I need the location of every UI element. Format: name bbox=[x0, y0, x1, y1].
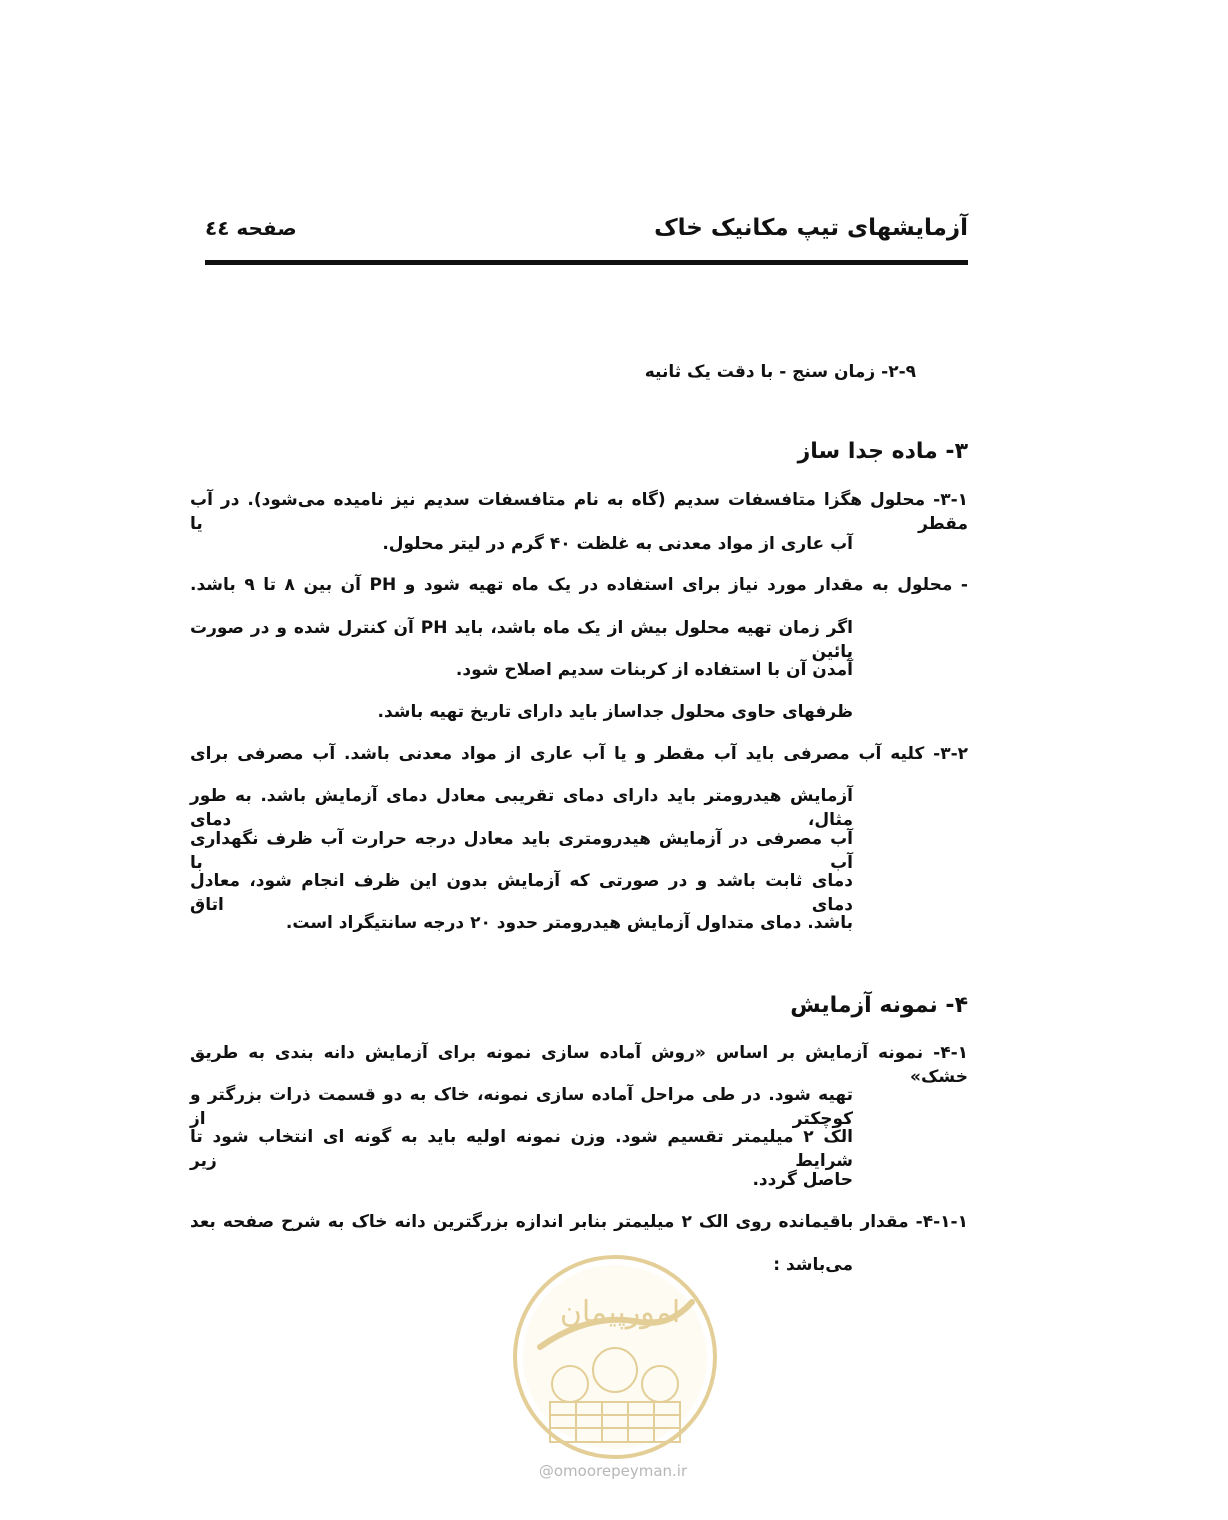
para-4-1-1-line-2: می‌باشد : bbox=[773, 1255, 853, 1275]
para-3-1-line-6: ظرفهای حاوی محلول جداساز باید دارای تاریخ تهیه باشد. bbox=[377, 702, 853, 722]
para-3-2-line-4: دمای ثابت باشد و در صورتی که آزمایش بدون این ظرف انجام شود، معادل دمای اتاق bbox=[190, 871, 853, 915]
page-number: صفحه ٤٤ bbox=[205, 216, 297, 240]
para-4-1-line-2: تهیه شود. در طی مراحل آماده سازی نمونه، خاک به دو قسمت ذرات بزرگتر و کوچکتر از bbox=[190, 1085, 853, 1129]
page-title: آزمایشهای تیپ مکانیک خاک bbox=[654, 215, 968, 241]
page-header bbox=[205, 212, 968, 244]
header-rule bbox=[205, 260, 968, 265]
para-4-1-line-3: الک ۲ میلیمتر تقسیم شود. وزن نمونه اولیه باید به گونه ای انتخاب شود تا شرایط زیر bbox=[190, 1127, 853, 1171]
section-3-heading: ۳- ماده جدا ساز bbox=[797, 439, 968, 464]
section-4-heading: ۴- نمونه آزمایش bbox=[790, 993, 968, 1018]
para-3-1-line-2: آب عاری از مواد معدنی به غلظت ۴۰ گرم در لیتر محلول. bbox=[382, 534, 853, 554]
item-2-9: ۲-۹- زمان سنج - با دقت یک ثانیه bbox=[644, 362, 916, 382]
para-3-1-line-3: - محلول به مقدار مورد نیاز برای استفاده در یک ماه تهیه شود و PH آن بین ۸ تا ۹ باشد. bbox=[190, 575, 968, 595]
para-4-1-1-line-1: ۴-۱-۱- مقدار باقیمانده روی الک ۲ میلیمتر بنابر اندازه بزرگترین دانه خاک به شرح صفحه بعد bbox=[190, 1212, 968, 1232]
para-4-1-line-1: ۴-۱- نمونه آزمایش بر اساس «روش آماده سازی نمونه برای آزمایش دانه بندی به طریق خشک» bbox=[190, 1043, 968, 1087]
para-3-1-line-4: اگر زمان تهیه محلول بیش از یک ماه باشد، باید PH آن کنترل شده و در صورت پائین bbox=[190, 618, 853, 662]
para-3-2-line-1: ۳-۲- کلیه آب مصرفی باید آب مقطر و یا آب عاری از مواد معدنی باشد. آب مصرفی برای bbox=[190, 744, 968, 764]
para-4-1-line-4: حاصل گردد. bbox=[752, 1170, 853, 1190]
para-3-2-line-5: باشد. دمای متداول آزمایش هیدرومتر حدود ۲۰ درجه سانتیگراد است. bbox=[285, 913, 853, 933]
watermark-site: @omoorepeyman.ir bbox=[538, 1462, 688, 1480]
para-3-2-line-3: آب مصرفی در آزمایش هیدرومتری باید معادل درجه حرارت آب ظرف نگهداری آب با bbox=[190, 829, 853, 873]
watermark-logo-text: امورپیمان bbox=[559, 1295, 681, 1330]
para-3-1-line-5: آمدن آن با استفاده از کربنات سدیم اصلاح شود. bbox=[455, 660, 853, 680]
watermark-logo bbox=[510, 1252, 720, 1462]
para-3-2-line-2: آزمایش هیدرومتر باید دارای دمای تقریبی معادل دمای آزمایش باشد. به طور مثال، دمای bbox=[190, 786, 853, 830]
para-3-1-line-1: ۳-۱- محلول هگزا متافسفات سدیم (گاه به نام متافسفات سدیم نیز نامیده می‌شود). در آب مقطر یا bbox=[190, 490, 968, 534]
